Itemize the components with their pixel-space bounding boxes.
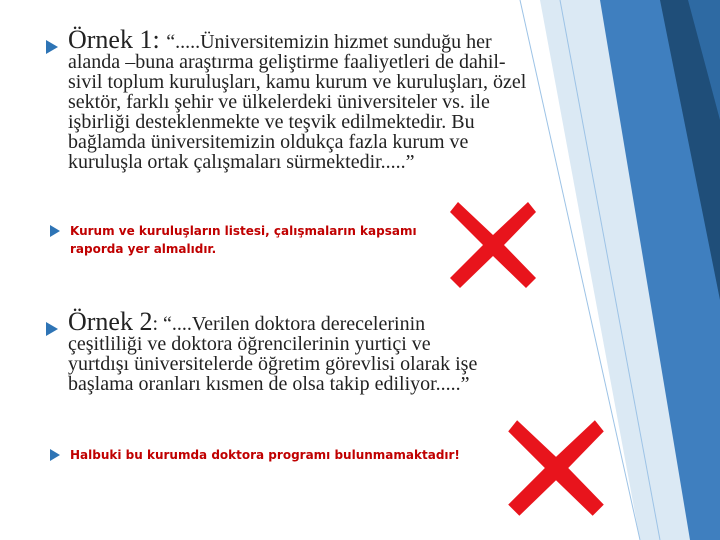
- example-2-paragraph: [68, 307, 488, 395]
- triangle-bullet-icon: [50, 225, 60, 237]
- example-1-lead: Örnek 1:: [68, 25, 167, 54]
- note-1-paragraph: [70, 222, 460, 258]
- note-2-paragraph: [70, 446, 540, 464]
- note-2-text: Halbuki bu kurumda doktora programı bulunmamaktadır!: [70, 448, 460, 462]
- example-2-lead: Örnek 2: [68, 307, 153, 336]
- red-x-icon: [506, 418, 606, 518]
- triangle-bullet-icon: [50, 449, 60, 461]
- example-1-text: “.....Üniversitemizin hizmet sunduğu her alanda –buna araştırma geliştirme faaliyetleri de dahil- sivil toplum kuruluşları, kamu kurum ve kuruluşları, özel sektör, farklı şehir ve ülkelerdeki üniversiteler vs. ile işbirliği desteklenmekte ve teşvik edilmektedir. Bu bağlamda üniversitemizin oldukça fazla kurum ve kuruluşla ortak çalışmaları sürmektedir.....”: [68, 31, 527, 173]
- note-1-text: Kurum ve kuruluşların listesi, çalışmaların kapsamı raporda yer almalıdır.: [70, 224, 417, 256]
- example-1-paragraph: [68, 25, 528, 173]
- triangle-bullet-icon: [46, 322, 58, 336]
- example-2-text: : “....Verilen doktora derecelerinin çeşitliliği ve doktora öğrencilerinin yurtiçi ve yurtdışı üniversitelerde öğretim görevlisi olarak işe başlama oranları kısmen de olsa takip ediliyor.....”: [68, 313, 478, 395]
- triangle-bullet-icon: [46, 40, 58, 54]
- red-x-icon: [448, 200, 538, 290]
